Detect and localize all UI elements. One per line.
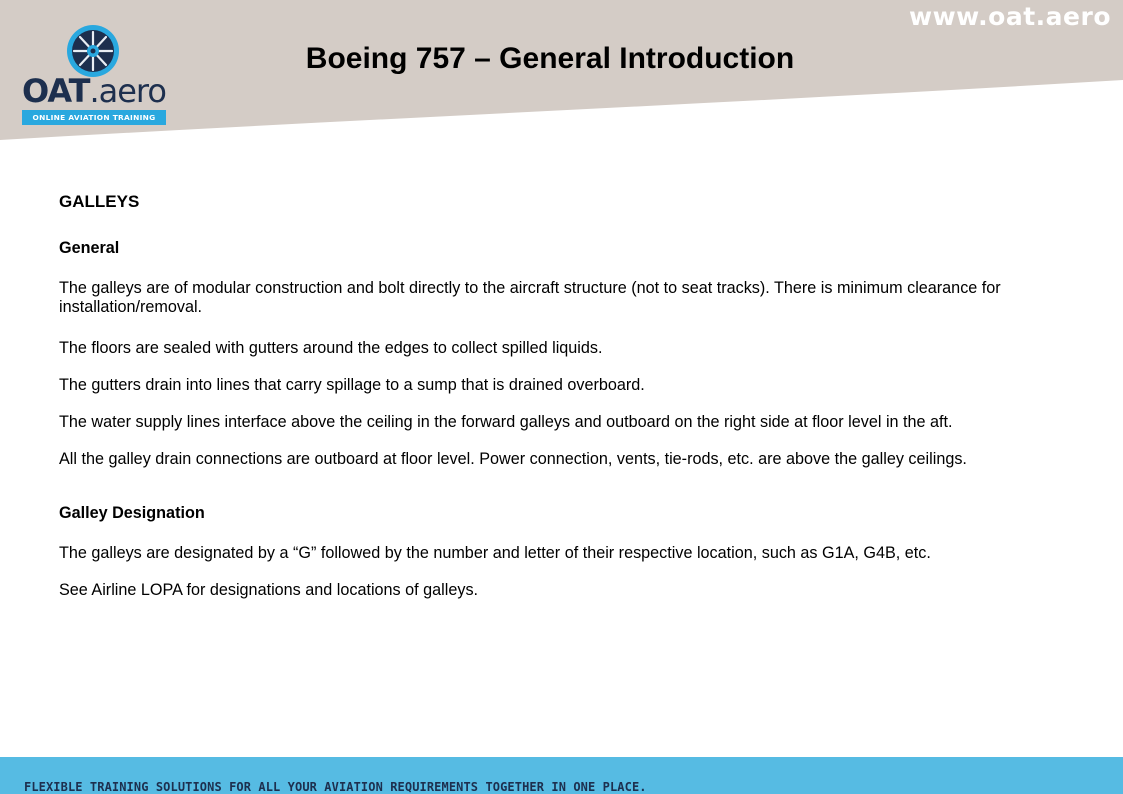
logo-word-bold: OAT	[22, 72, 90, 110]
general-paragraph-2: The floors are sealed with gutters around the edges to collect spilled liquids.	[59, 339, 603, 357]
oat-aero-logo	[22, 22, 168, 128]
designation-heading: Galley Designation	[59, 504, 205, 522]
turbine-fan-icon	[66, 24, 120, 78]
footer-band	[0, 757, 1123, 794]
general-heading: General	[59, 239, 120, 257]
site-url[interactable]: www.oat.aero	[908, 2, 1111, 31]
footer-tagline: FLEXIBLE TRAINING SOLUTIONS FOR ALL YOUR AVIATION REQUIREMENTS TOGETHER IN ONE PLACE.	[24, 780, 647, 794]
logo-tagline: ONLINE AVIATION TRAINING	[22, 110, 166, 125]
designation-paragraph-2: See Airline LOPA for designations and locations of galleys.	[59, 581, 479, 599]
designation-paragraph-1: The galleys are designated by a “G” followed by the number and letter of their respective location, such as G1A, G4B, etc.	[59, 544, 931, 562]
page-title: Boeing 757 – General Introduction	[305, 42, 795, 75]
general-paragraph-1: The galleys are of modular construction and bolt directly to the aircraft structure (not to seat tracks). There is minimum clearance for installation/removal.	[59, 279, 1001, 316]
general-paragraph-5: All the galley drain connections are outboard at floor level. Power connection, vents, tie-rods, etc. are above the galley ceilings.	[59, 450, 967, 468]
logo-wordmark	[22, 74, 166, 108]
document-body	[59, 192, 1059, 618]
general-paragraph-3: The gutters drain into lines that carry spillage to a sump that is drained overboard.	[59, 376, 645, 394]
section-heading: GALLEYS	[59, 192, 140, 211]
logo-word-light: .aero	[89, 72, 166, 110]
general-paragraph-4: The water supply lines interface above the ceiling in the forward galleys and outboard on the right side at floor level in the aft.	[59, 413, 953, 431]
